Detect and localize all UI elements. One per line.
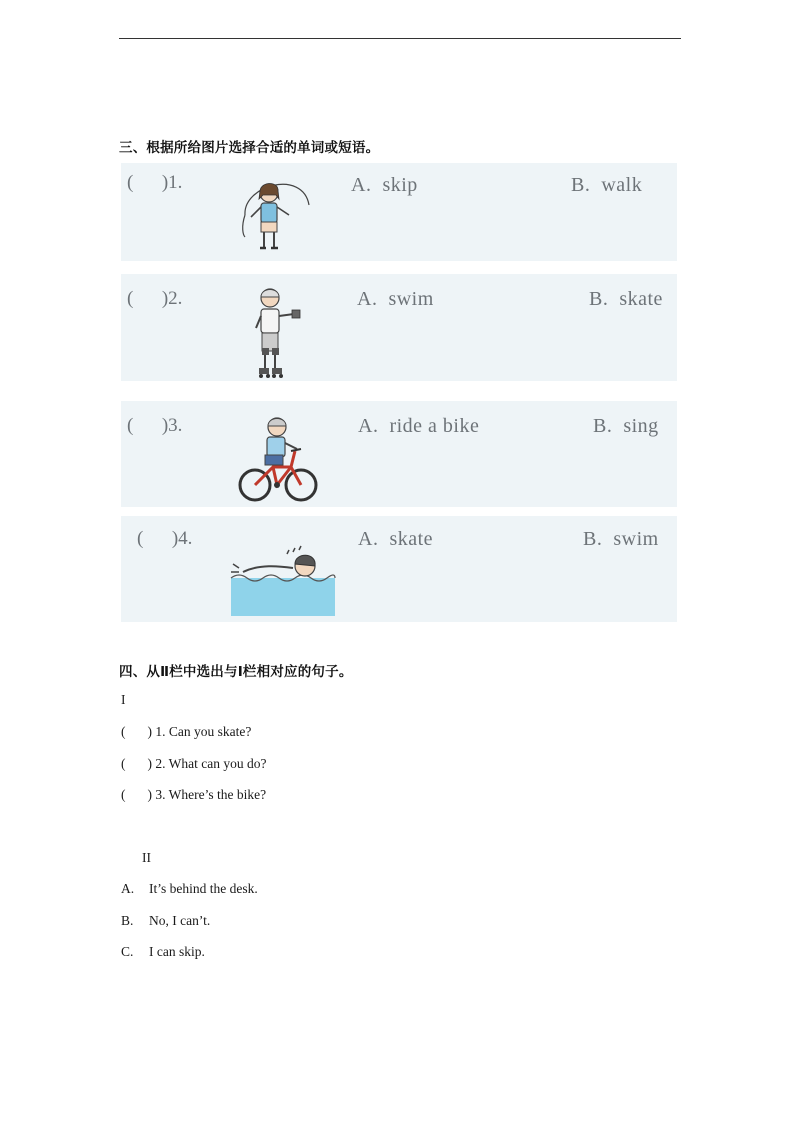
answer-paren: (	[121, 756, 126, 771]
column-2-item-b	[121, 913, 210, 929]
sentence-text: ) 2. What can you do?	[147, 756, 267, 771]
option-b: B. skate	[589, 288, 663, 310]
question-number: ( )4.	[137, 528, 193, 549]
question-row-4	[121, 516, 677, 622]
sentence-text: I can skip.	[149, 944, 205, 959]
sentence-text: It’s behind the desk.	[149, 881, 258, 896]
section-4-title: 四、从Ⅱ栏中选出与Ⅰ栏相对应的句子。	[119, 664, 353, 680]
sentence-text: ) 1. Can you skate?	[147, 724, 252, 739]
answer-paren: (	[121, 724, 126, 739]
girl-skipping-rope-icon	[233, 175, 319, 261]
option-b: B. sing	[593, 415, 659, 437]
boy-swimming-icon	[229, 544, 337, 616]
question-row-3	[121, 401, 677, 507]
option-a: A. skip	[351, 174, 418, 196]
column-2-label: II	[142, 850, 151, 865]
column-1-item-2	[121, 756, 266, 772]
question-number: ( )1.	[127, 172, 183, 193]
column-2-item-a	[121, 881, 258, 897]
answer-paren: (	[121, 787, 126, 802]
option-a: A. swim	[357, 288, 434, 310]
option-a: A. skate	[358, 528, 434, 550]
question-number: ( )2.	[127, 288, 183, 309]
sentence-text: No, I can’t.	[149, 913, 211, 928]
boy-riding-bike-icon	[235, 415, 323, 507]
section-3-title: 三、根据所给图片选择合适的单词或短语。	[119, 140, 380, 156]
column-1-item-3	[121, 787, 266, 803]
option-letter: B.	[121, 913, 134, 928]
header-rule	[119, 38, 681, 39]
question-number: ( )3.	[127, 415, 183, 436]
question-row-2	[121, 274, 677, 381]
option-letter: C.	[121, 944, 134, 959]
column-2-item-c	[121, 944, 205, 960]
option-b: B. swim	[583, 528, 659, 550]
column-1-label: I	[121, 692, 126, 707]
sentence-text: ) 3. Where’s the bike?	[147, 787, 267, 802]
column-1-item-1	[121, 724, 251, 740]
option-letter: A.	[121, 881, 135, 896]
option-b: B. walk	[571, 174, 643, 196]
option-a: A. ride a bike	[358, 415, 480, 437]
question-row-1	[121, 163, 677, 261]
boy-skating-icon	[246, 284, 306, 380]
